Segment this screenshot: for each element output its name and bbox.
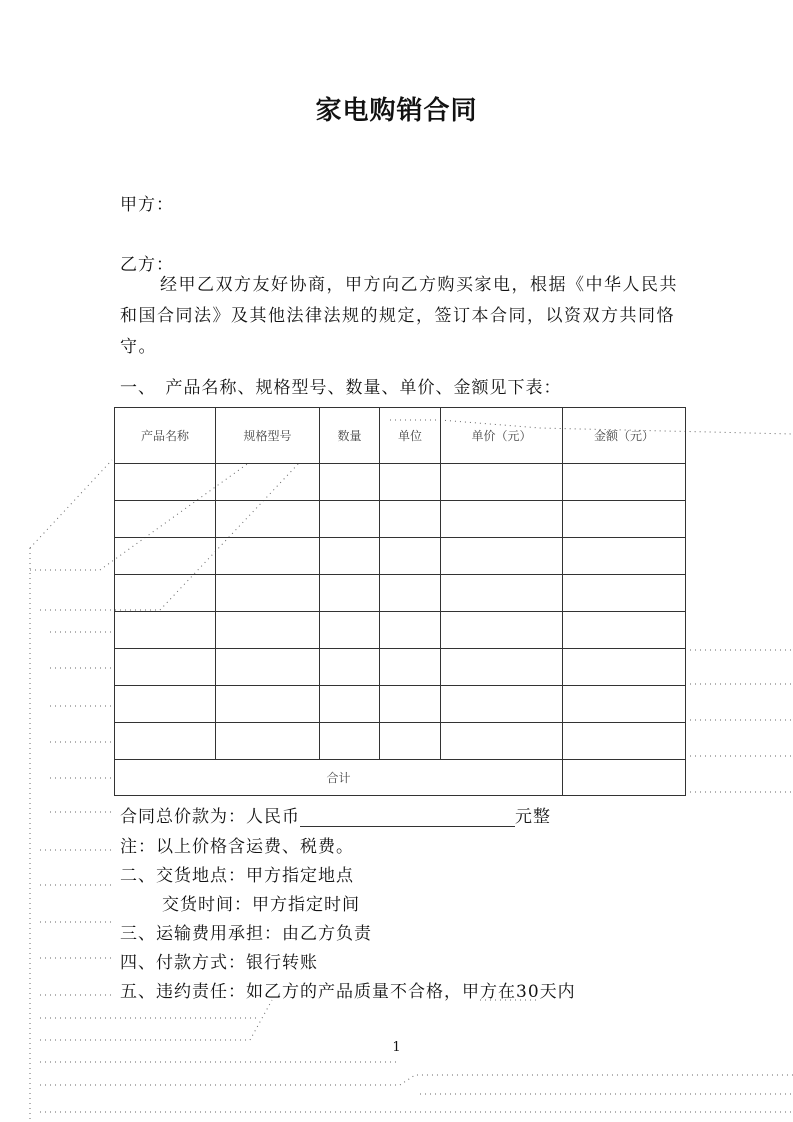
section-4-heading: 四、付款方式：银行转账 [120,953,318,973]
header-unit-price: 单价（元） [441,408,563,464]
section-3-heading: 三、运输费用承担：由乙方负责 [120,924,372,944]
table-row [115,612,686,649]
header-quantity: 数量 [320,408,380,464]
table-row [115,686,686,723]
total-amount-cell [563,760,686,796]
party-b-label: 乙方： [120,255,174,275]
header-spec-model: 规格型号 [216,408,320,464]
table-header-row [115,408,686,464]
table-row [115,464,686,501]
table-row [115,723,686,760]
header-amount: 金额（元） [563,408,686,464]
contract-title: 家电购销合同 [315,96,478,126]
section-5-heading: 五、违约责任：如乙方的产品质量不合格，甲方在30天内 [120,982,576,1002]
table-row [115,501,686,538]
section-1-heading: 一、 产品名称、规格型号、数量、单价、金额见下表： [120,378,562,398]
table-row [115,649,686,686]
header-unit: 单位 [380,408,441,464]
intro-paragraph [120,270,680,363]
header-product-name: 产品名称 [115,408,216,464]
table-row [115,575,686,612]
section-2-place: 二、交货地点：甲方指定地点 [120,866,354,886]
intro-text: 经甲乙双方友好协商，甲方向乙方购买家电，根据《中华人民共和国合同法》及其他法律法规的规定，签订本合同，以资双方共同恪守。 [120,275,678,357]
party-a-label: 甲方： [120,195,174,215]
total-price-suffix: 元整 [515,807,551,827]
total-price-line [120,802,551,827]
product-table [114,407,686,796]
total-price-blank [300,808,515,827]
total-label: 合计 [115,760,563,796]
section-2-time: 交货时间：甲方指定时间 [162,895,360,915]
table-total-row [115,760,686,796]
price-note: 注：以上价格含运费、税费。 [120,837,354,857]
table-row [115,538,686,575]
total-price-prefix: 合同总价款为：人民币 [120,807,300,827]
page-number: 1 [392,1040,401,1055]
